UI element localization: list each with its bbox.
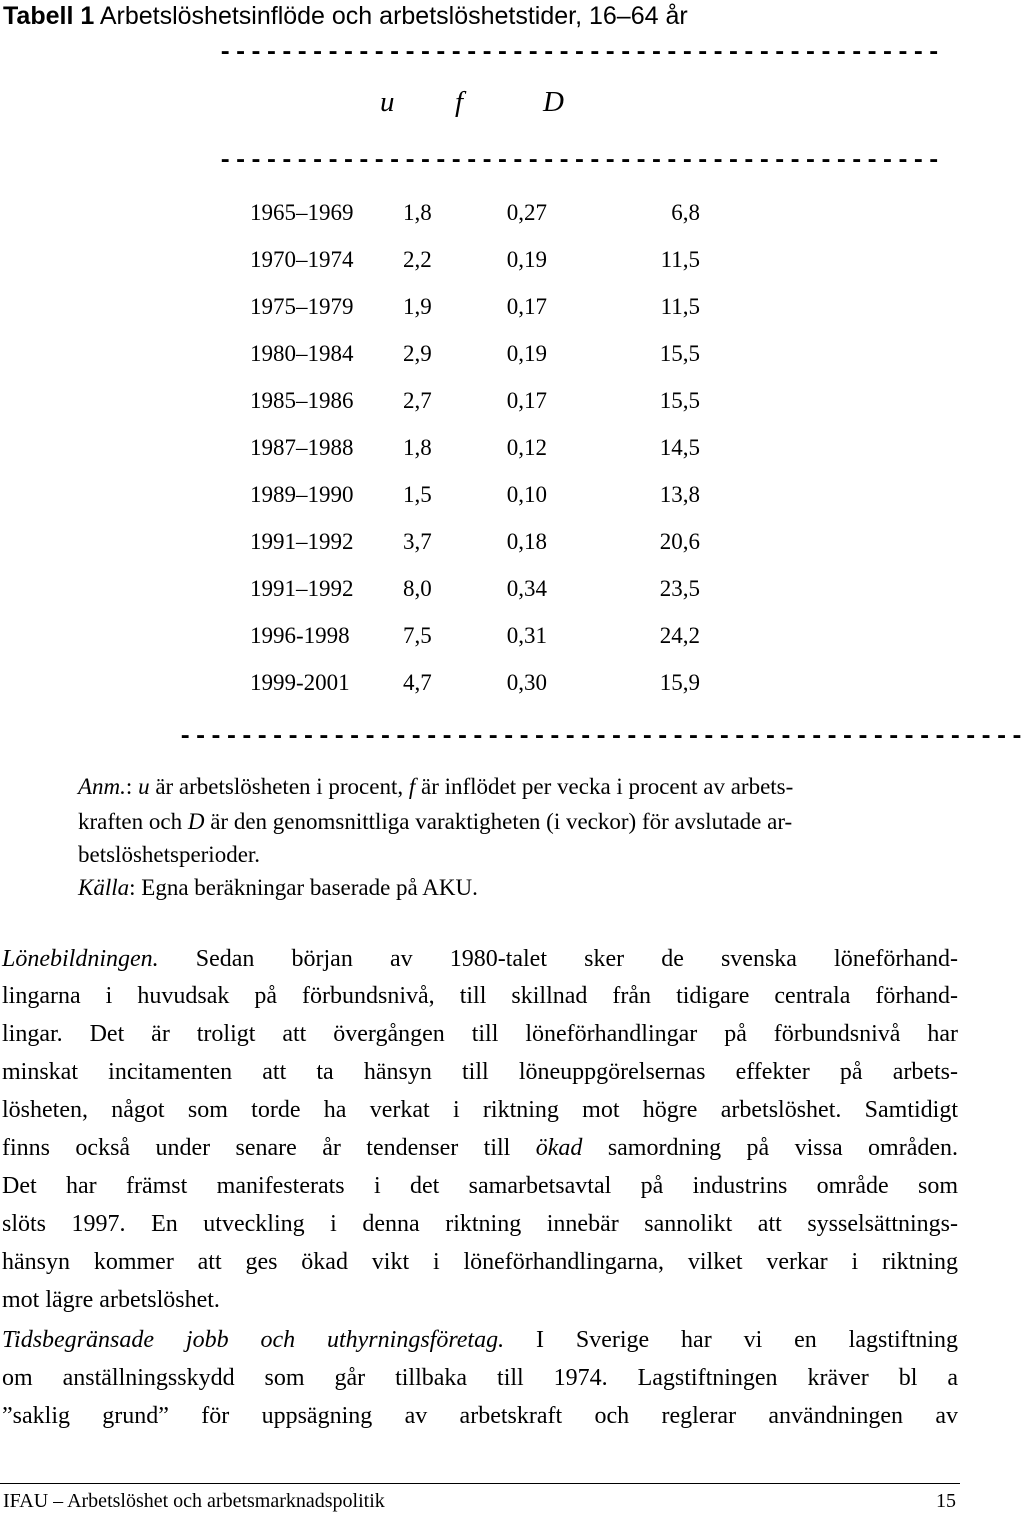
cell-f: 0,31	[506, 623, 547, 648]
column-header-u: u	[380, 86, 395, 118]
cell-u: 1,5	[403, 482, 432, 507]
table-note-line-1: Anm.: u är arbetslösheten i procent, f är inflödet per vecka i procent av arbets-	[78, 774, 794, 799]
cell-u: 4,7	[403, 670, 432, 695]
cell-u: 1,9	[403, 294, 432, 319]
paragraph-line: Det har främst manifesterats i det samarbetsavtal på industrins område som	[2, 1173, 958, 1199]
cell-period: 1980–1984	[250, 341, 354, 366]
cell-period: 1965–1969	[250, 200, 354, 225]
table-row	[0, 435, 960, 465]
table-source: Källa: Egna beräkningar baserade på AKU.	[78, 875, 478, 900]
footer-divider	[0, 1483, 960, 1484]
cell-period: 1996-1998	[250, 623, 350, 648]
cell-u: 7,5	[403, 623, 432, 648]
paragraph-lonebildningen	[2, 940, 958, 1320]
cell-period: 1989–1990	[250, 482, 354, 507]
table-title: Arbetslöshetsinflöde och arbetslöshetstider, 16–64 år	[99, 2, 688, 30]
source-label: Källa	[78, 875, 130, 900]
cell-f: 0,27	[506, 200, 547, 225]
cell-f: 0,18	[506, 529, 547, 554]
cell-period: 1991–1992	[250, 529, 354, 554]
cell-u: 2,2	[403, 247, 432, 272]
cell-period: 1991–1992	[250, 576, 354, 601]
table-row	[0, 200, 960, 230]
table-row	[0, 623, 960, 653]
cell-d: 15,5	[659, 341, 700, 366]
paragraph-line: om anställningsskydd som går tillbaka till 1974. Lagstiftningen kräver bl a	[2, 1365, 958, 1391]
paragraph-line: ”saklig grund” för uppsägning av arbetskraft och reglerar användningen av	[2, 1403, 958, 1429]
cell-d: 13,8	[659, 482, 700, 507]
table-body	[0, 0, 960, 720]
table-rule-top: -----------------------------------------------	[218, 40, 942, 67]
cell-u: 1,8	[403, 435, 432, 460]
paragraph-tidsbegransade	[2, 1321, 958, 1441]
table-rule-header: -----------------------------------------------	[218, 148, 942, 175]
paragraph-heading: Tidsbegränsade jobb och uthyrningsföretag.	[2, 1327, 505, 1353]
table-note-line-3: betslöshetsperioder.	[78, 842, 261, 867]
cell-d: 15,9	[659, 670, 700, 695]
paragraph-line: lösheten, något som torde ha verkat i riktning mot högre arbetslöshet. Samtidigt	[2, 1097, 958, 1123]
cell-period: 1975–1979	[250, 294, 354, 319]
paragraph-line: hänsyn kommer att ges ökad vikt i löneförhandlingarna, vilket verkar i riktning	[2, 1249, 958, 1275]
table-row	[0, 670, 960, 700]
paragraph-line: lingar. Det är troligt att övergången till löneförhandlingar på förbundsnivå har	[2, 1021, 958, 1047]
cell-d: 15,5	[659, 388, 700, 413]
cell-f: 0,30	[506, 670, 547, 695]
table-rule-bottom: -------------------------------------------------------	[178, 724, 1025, 751]
paragraph-line: lingarna i huvudsak på förbundsnivå, till skillnad från tidigare centrala förhand-	[2, 983, 958, 1009]
cell-f: 0,17	[506, 294, 547, 319]
paragraph-heading: Lönebildningen.	[2, 946, 159, 972]
cell-d: 24,2	[659, 623, 700, 648]
cell-f: 0,19	[506, 247, 547, 272]
table-row	[0, 341, 960, 371]
paragraph-line: finns också under senare år tendenser till ökad samordning på vissa områden.	[2, 1135, 958, 1161]
footer-publication: IFAU – Arbetslöshet och arbetsmarknadspolitik	[3, 1490, 385, 1512]
cell-f: 0,34	[506, 576, 547, 601]
table-row	[0, 576, 960, 606]
table-row	[0, 294, 960, 324]
table-label: Tabell 1	[3, 2, 95, 30]
cell-d: 11,5	[660, 294, 700, 319]
cell-u: 2,7	[403, 388, 432, 413]
cell-u: 8,0	[403, 576, 432, 601]
table-row	[0, 247, 960, 277]
cell-f: 0,19	[506, 341, 547, 366]
cell-period: 1970–1974	[250, 247, 354, 272]
table-row	[0, 388, 960, 418]
cell-d: 20,6	[659, 529, 700, 554]
cell-u: 3,7	[403, 529, 432, 554]
cell-d: 6,8	[671, 200, 700, 225]
cell-f: 0,10	[506, 482, 547, 507]
page-number: 15	[936, 1490, 956, 1512]
cell-u: 1,8	[403, 200, 432, 225]
paragraph-line: slöts 1997. En utveckling i denna riktning innebär sannolikt att sysselsättnings-	[2, 1211, 958, 1237]
cell-u: 2,9	[403, 341, 432, 366]
table-row	[0, 482, 960, 512]
cell-d: 11,5	[660, 247, 700, 272]
paragraph-line: minskat incitamenten att ta hänsyn till löneuppgörelsernas effekter på arbets-	[2, 1059, 958, 1085]
cell-d: 23,5	[659, 576, 700, 601]
note-label: Anm.	[78, 774, 126, 799]
column-header-d: D	[543, 86, 564, 118]
paragraph-line: Lönebildningen. Sedan början av 1980-talet sker de svenska löneförhand-	[2, 946, 958, 972]
cell-period: 1999-2001	[250, 670, 350, 695]
cell-d: 14,5	[659, 435, 700, 460]
cell-period: 1987–1988	[250, 435, 354, 460]
cell-f: 0,17	[506, 388, 547, 413]
paragraph-line: mot lägre arbetslöshet.	[2, 1287, 220, 1313]
cell-f: 0,12	[506, 435, 547, 460]
paragraph-line: Tidsbegränsade jobb och uthyrningsföretag. I Sverige har vi en lagstiftning	[2, 1327, 958, 1353]
column-header-f: f	[455, 86, 464, 118]
cell-period: 1985–1986	[250, 388, 354, 413]
table-row	[0, 529, 960, 559]
table-note-line-2: kraften och D är den genomsnittliga varaktigheten (i veckor) för avslutade ar-	[78, 809, 793, 834]
